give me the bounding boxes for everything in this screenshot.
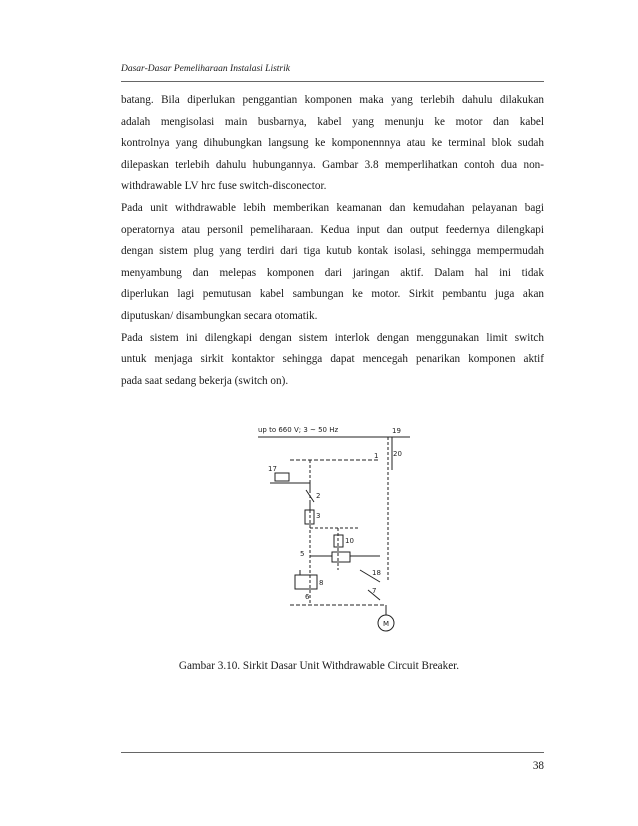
label-10: 10 [345,537,354,545]
body-text [121,90,544,392]
text-line: kontrolnya yang dihubungkan langsung ke komponennnya atau ke terminal blok sudah [121,137,544,150]
label-20: 20 [393,450,402,458]
text-line: dilepaskan terlebih dahulu hubungannya. Gambar 3.8 memperlihatkan contoh dua non- [121,158,544,171]
label-2: 2 [316,492,321,500]
text-line: Pada unit withdrawable lebih memberikan keamanan dan kemudahan pelayanan bagi [121,201,544,214]
label-7: 7 [372,587,377,595]
label-19: 19 [392,427,401,435]
label-3: 3 [316,512,321,520]
label-6: 6 [305,593,310,601]
label-5: 5 [300,550,305,558]
label-8: 8 [319,579,324,587]
text-line: untuk menjaga sirkit kontaktor sehingga dapat mencegah penarikan komponen aktif [121,353,544,366]
text-line: Pada sistem ini dilengkapi dengan sistem interlok dengan menggunakan limit switch [121,331,544,344]
label-1: 1 [374,452,379,460]
text-line: dengan sistem plug yang terdiri dari tiga kutub kontak isolasi, sehingga mempermudah [121,245,544,258]
text-line: operatornya atau personil pemeliharaan. Kedua input dan output feedernya dilengkapi [121,223,544,236]
header-rule [121,81,544,82]
figure-caption: Gambar 3.10. Sirkit Dasar Unit Withdrawable Circuit Breaker. [178,660,460,672]
text-line: adalah mengisolasi main busbarnya, kabel yang menunju ke motor dan kabel [121,115,544,128]
circuit-diagram-figure [250,410,420,645]
page-number: 38 [532,760,544,772]
text-line: diputuskan/ disambungkan secara otomatik. [121,309,318,322]
text-line: batang. Bila diperlukan penggantian komponen maka yang terlebih dahulu dilakukan [121,94,544,106]
label-17: 17 [268,465,277,473]
text-line: menyambung dan melepas komponen dari jaringan aktif. Dalam hal ini tidak [121,266,544,279]
text-line: diperlukan lagi pemutusan kabel sambungan ke motor. Sirkit pembantu juga akan [121,288,544,301]
text-line: pada saat sedang bekerja (switch on). [121,374,289,387]
supply-label: up to 660 V; 3 ~ 50 Hz [258,426,339,434]
running-header: Dasar-Dasar Pemeliharaan Instalasi Listrik [121,64,290,74]
footer-rule [121,752,544,753]
label-18: 18 [372,569,381,577]
text-line: withdrawable LV hrc fuse switch-disconector. [121,180,327,193]
motor-label: M [383,620,390,628]
circuit-diagram [250,410,420,645]
